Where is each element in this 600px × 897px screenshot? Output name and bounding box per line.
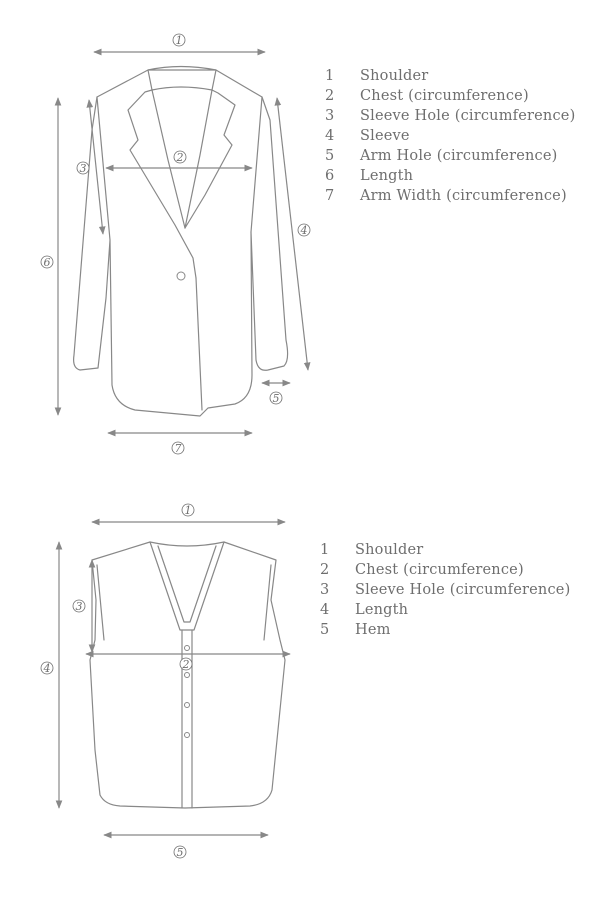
legend-number: 3 [325, 108, 335, 124]
jacket-callout-7 [172, 442, 184, 455]
legend-item [325, 146, 575, 166]
legend-number: 1 [325, 68, 335, 84]
jacket-front-edge [196, 278, 202, 410]
legend-item [320, 620, 570, 640]
legend-label: Shoulder [360, 68, 429, 84]
jacket-neck-right [185, 90, 212, 228]
jacket-callout-5-label: 5 [272, 392, 280, 405]
legend-number: 2 [320, 562, 330, 578]
jacket-callout-3 [77, 162, 89, 175]
legend-label: Arm Width (circumference) [360, 188, 567, 204]
legend-label: Length [355, 602, 409, 618]
jacket-outline [74, 67, 288, 417]
legend-item [320, 580, 570, 600]
legend-item [325, 66, 575, 86]
legend-item [320, 540, 570, 560]
legend-label: Length [360, 168, 414, 184]
vest-callout-2-label: 2 [182, 658, 190, 671]
legend-number: 4 [320, 602, 330, 618]
vest-diagram [0, 490, 600, 897]
vest-legend [320, 540, 570, 640]
vest-button [185, 646, 190, 651]
legend-number: 7 [325, 188, 335, 204]
vest-body [90, 542, 285, 808]
vest-button [185, 673, 190, 678]
legend-label: Sleeve Hole (circumference) [355, 582, 571, 598]
vest-callout-5-label: 5 [176, 846, 184, 859]
vest-callout-1-label: 1 [184, 504, 192, 517]
legend-label: Chest (circumference) [355, 562, 524, 578]
vest-right-armhole-trim [264, 565, 271, 640]
legend-number: 1 [320, 542, 330, 558]
vest-callout-3-label: 3 [75, 600, 83, 613]
legend-number: 3 [320, 582, 330, 598]
jacket-callout-6-label: 6 [43, 256, 51, 269]
jacket-body [74, 70, 288, 416]
vest-left-armhole-trim [97, 565, 104, 640]
vest-button [185, 703, 190, 708]
jacket-callout-1-label: 1 [175, 34, 183, 47]
vest-callout-2 [180, 658, 192, 671]
legend-number: 4 [325, 128, 335, 144]
legend-number: 6 [325, 168, 335, 184]
legend-label: Arm Hole (circumference) [360, 148, 558, 164]
legend-item [325, 166, 575, 186]
jacket-legend [325, 66, 575, 206]
jacket-callout-4-label: 4 [300, 224, 308, 237]
jacket-callout-7-label: 7 [174, 442, 182, 455]
legend-number: 2 [325, 88, 335, 104]
vest-placket [182, 630, 192, 808]
vest-callout-5 [174, 846, 186, 859]
legend-item [320, 600, 570, 620]
legend-item [325, 126, 575, 146]
jacket-right-lapel [185, 90, 235, 228]
legend-label: Sleeve [360, 128, 410, 144]
legend-number: 5 [325, 148, 335, 164]
jacket-button [177, 272, 185, 280]
jacket-left-lapel [128, 90, 196, 278]
jacket-right-sleeve-seam [251, 97, 262, 232]
jacket-callout-4 [298, 224, 310, 237]
jacket-callout-3-label: 3 [79, 162, 87, 175]
legend-number: 5 [320, 622, 330, 638]
legend-label: Chest (circumference) [360, 88, 529, 104]
vest-button [185, 733, 190, 738]
jacket-callout-5 [270, 392, 282, 405]
legend-item [325, 186, 575, 206]
vest-callout-4 [41, 662, 53, 675]
vest-outline [90, 542, 285, 808]
vest-neckline-inner [158, 546, 216, 622]
jacket-sleeve-hole-arrow [89, 100, 103, 234]
legend-label: Hem [355, 622, 391, 638]
legend-item [325, 106, 575, 126]
vest-measure-lines [59, 522, 290, 835]
vest-callout-3 [73, 600, 85, 613]
vest-callout-1 [182, 504, 194, 517]
jacket-callout-2-label: 2 [176, 151, 184, 164]
legend-item [320, 560, 570, 580]
vest-callout-4-label: 4 [43, 662, 51, 675]
jacket-callout-6 [41, 256, 53, 269]
legend-label: Shoulder [355, 542, 424, 558]
jacket-callout-1 [173, 34, 185, 47]
legend-item [325, 86, 575, 106]
legend-label: Sleeve Hole (circumference) [360, 108, 576, 124]
jacket-callout-2 [174, 151, 186, 164]
